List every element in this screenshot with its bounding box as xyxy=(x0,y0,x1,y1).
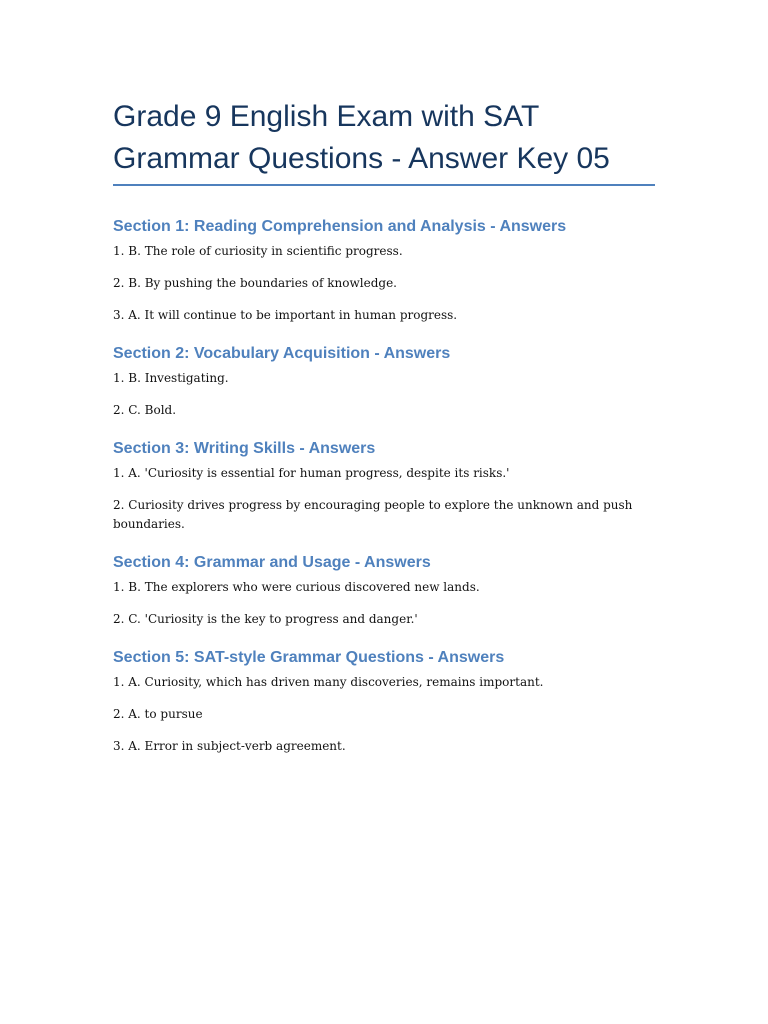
section-grammar-usage xyxy=(113,552,655,629)
section-reading-comprehension xyxy=(113,216,655,325)
document-page xyxy=(113,96,655,756)
section-sat-grammar xyxy=(113,647,655,756)
section-heading: Section 2: Vocabulary Acquisition - Answers xyxy=(113,345,451,362)
answer-item: 1. A. Curiosity, which has driven many discoveries, remains important. xyxy=(113,675,544,689)
answer-item: 2. C. Bold. xyxy=(113,403,177,417)
answer-item: 1. B. The role of curiosity in scientific progress. xyxy=(113,244,403,258)
section-heading: Section 3: Writing Skills - Answers xyxy=(113,440,376,457)
section-vocabulary xyxy=(113,343,655,420)
section-heading: Section 1: Reading Comprehension and Analysis - Answers xyxy=(113,218,567,235)
answer-item: 3. A. Error in subject-verb agreement. xyxy=(113,739,346,753)
answer-item: 3. A. It will continue to be important in human progress. xyxy=(113,308,458,322)
section-heading: Section 5: SAT-style Grammar Questions - Answers xyxy=(113,649,505,666)
answer-item: 2. A. to pursue xyxy=(113,707,203,721)
answer-item: 2. B. By pushing the boundaries of knowledge. xyxy=(113,276,397,290)
document-title: Grade 9 English Exam with SAT Grammar Questions - Answer Key 05 xyxy=(113,96,655,186)
answer-item: 1. A. 'Curiosity is essential for human progress, despite its risks.' xyxy=(113,466,510,480)
answer-item: 2. Curiosity drives progress by encouraging people to explore the unknown and push boundaries. xyxy=(113,498,633,531)
section-heading: Section 4: Grammar and Usage - Answers xyxy=(113,554,431,571)
answer-item: 1. B. The explorers who were curious discovered new lands. xyxy=(113,580,480,594)
answer-item: 1. B. Investigating. xyxy=(113,371,229,385)
section-writing-skills xyxy=(113,438,655,534)
answer-item: 2. C. 'Curiosity is the key to progress and danger.' xyxy=(113,612,418,626)
